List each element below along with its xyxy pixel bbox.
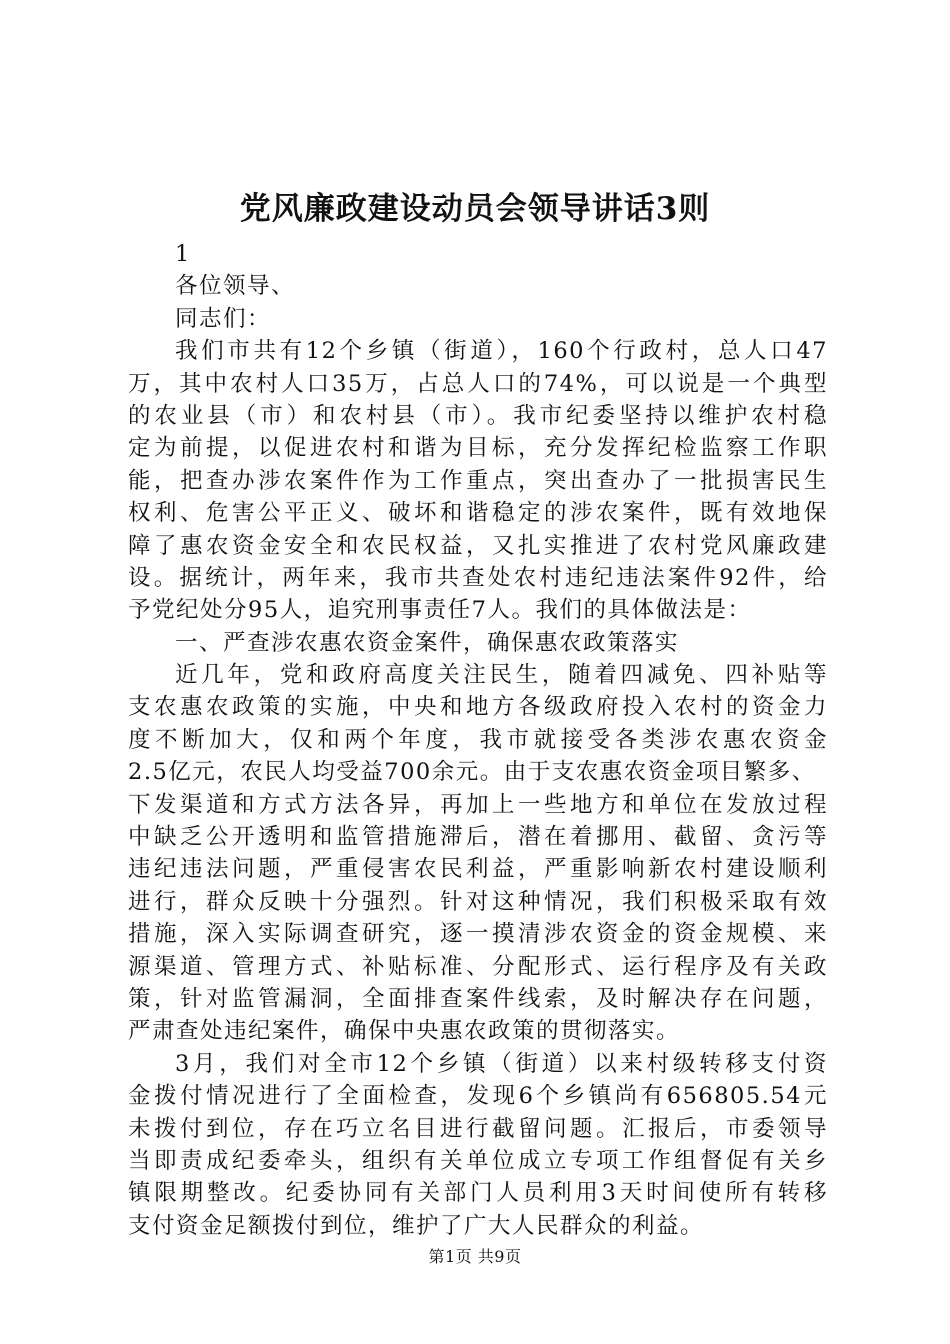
paragraph-line: 障了惠农资金安全和农民权益，又扎实推进了农村党风廉政建	[128, 532, 828, 559]
paragraph-line: 支农惠农政策的实施，中央和地方各级政府投入农村的资金力	[128, 694, 828, 721]
paragraph-line: 源渠道、管理方式、补贴标准、分配形式、运行程序及有关政	[128, 953, 828, 980]
paragraph-line: 能，把查办涉农案件作为工作重点，突出查办了一批损害民生	[128, 467, 828, 494]
paragraph-line: 2.5亿元，农民人均受益700余元。由于支农惠农资金项目繁多、	[128, 759, 816, 786]
paragraph-line: 违纪违法问题，严重侵害农民利益，严重影响新农村建设顺利	[128, 856, 828, 883]
paragraph-line: 当即责成纪委牵头，组织有关单位成立专项工作组督促有关乡	[128, 1147, 828, 1174]
paragraph-line: 中缺乏公开透明和监管措施滞后，潜在着挪用、截留、贪污等	[128, 824, 828, 851]
section-number: 1	[175, 241, 191, 267]
paragraph-line: 万，其中农村人口35万，占总人口的74%，可以说是一个典型	[128, 370, 828, 397]
paragraph-line: 措施，深入实际调查研究，逐一摸清涉农资金的资金规模、来	[128, 921, 828, 948]
salutation-line: 各位领导、	[175, 273, 296, 300]
paragraph-line: 予党纪处分95人，追究刑事责任7人。我们的具体做法是：	[128, 597, 752, 624]
paragraph-line: 我们市共有12个乡镇（街道），160个行政村，总人口47	[175, 338, 828, 365]
page-footer: 第1页 共9页	[428, 1247, 522, 1266]
paragraph-line: 金拨付情况进行了全面检查，发现6个乡镇尚有656805.54元	[128, 1083, 828, 1110]
salutation-line: 同志们：	[175, 305, 272, 332]
paragraph-line: 权利、危害公平正义、破坏和谐稳定的涉农案件，既有效地保	[128, 500, 828, 527]
paragraph-line: 3月，我们对全市12个乡镇（街道）以来村级转移支付资	[175, 1050, 828, 1077]
paragraph-line: 设。据统计，两年来，我市共查处农村违纪违法案件92件，给	[128, 564, 828, 591]
paragraph-line: 严肃查处违纪案件，确保中央惠农政策的贯彻落实。	[128, 1018, 681, 1045]
paragraph-line: 下发渠道和方式方法各异，再加上一些地方和单位在发放过程	[128, 791, 828, 818]
paragraph-line: 支付资金足额拨付到位，维护了广大人民群众的利益。	[128, 1212, 705, 1239]
paragraph-line: 未拨付到位，存在巧立名目进行截留问题。汇报后，市委领导	[128, 1115, 828, 1142]
document-title: 党风廉政建设动员会领导讲话3则	[239, 191, 711, 227]
section-heading: 一、严查涉农惠农资金案件，确保惠农政策落实	[175, 629, 680, 656]
paragraph-line: 的农业县（市）和农村县（市）。我市纪委坚持以维护农村稳	[128, 402, 828, 429]
paragraph-line: 镇限期整改。纪委协同有关部门人员利用3天时间使所有转移	[128, 1180, 828, 1207]
paragraph-line: 定为前提，以促进农村和谐为目标，充分发挥纪检监察工作职	[128, 435, 828, 462]
paragraph-line: 策，针对监管漏洞，全面排查案件线索，及时解决存在问题，	[128, 985, 828, 1012]
document-body	[128, 238, 828, 1242]
paragraph-line: 进行，群众反映十分强烈。针对这种情况，我们积极采取有效	[128, 888, 828, 915]
paragraph-line: 近几年，党和政府高度关注民生，随着四减免、四补贴等	[175, 662, 828, 689]
paragraph-line: 度不断加大，仅和两个年度，我市就接受各类涉农惠农资金	[128, 726, 828, 753]
